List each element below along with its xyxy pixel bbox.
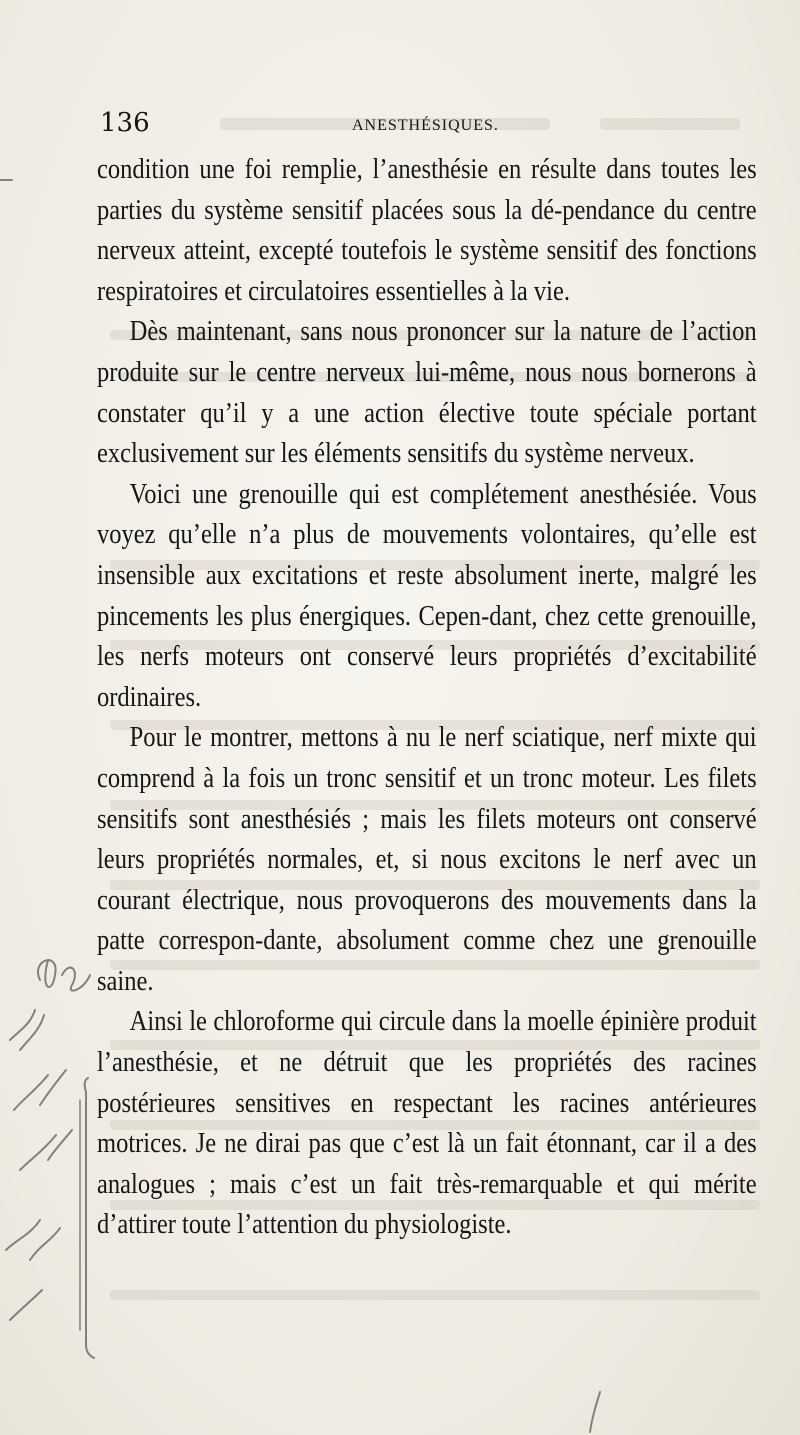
paragraph: Dès maintenant, sans nous prononcer sur la nature de l’action produite sur le centre nerveux lui-même, nous nous bornerons à constater qu’il y a une action élective toute spéciale portant exclusivement sur les éléments sensitifs du système nerveux. <box>97 316 757 470</box>
running-head: ANESTHÉSIQUES. <box>352 117 499 134</box>
handwriting-scribble <box>38 960 56 987</box>
handwriting-scribble <box>10 1010 44 1050</box>
paragraph: Ainsi le chloroforme qui circule dans la moelle épinière produit l’anesthésie, et ne détruit que les propriétés des racines postérieures sensitives en respectant les racines antérieures motrices. Je ne dirai pas que c’est là un fait étonnant, car il a des analogues ; mais c’est un fait très-remarquable et qui mérite d’attirer toute l’attention du physiologiste. <box>97 1006 757 1241</box>
page-header <box>100 108 760 144</box>
paragraph: Pour le montrer, mettons à nu le nerf sciatique, nerf mixte qui comprend à la fois un tronc sensitif et un tronc moteur. Les filets sensitifs sont anesthésiés ; mais les filets moteurs ont conservé leurs propriétés normales, et, si nous excitons le nerf avec un courant électrique, nous provoquerons des mouvements dans la patte correspon-dante, absolument comme chez une grenouille saine. <box>97 722 757 997</box>
body-text <box>97 150 757 1350</box>
pencil-stray-mark <box>590 1392 600 1432</box>
handwriting-scribble <box>14 1070 66 1110</box>
handwriting-scribble <box>6 1220 60 1260</box>
handwriting-scribble <box>10 1290 42 1320</box>
handwriting-scribble <box>62 968 90 991</box>
paragraph: condition une foi remplie, l’anesthésie en résulte dans toutes les parties du système sensitif placées sous la dé-pendance du centre nerveux atteint, excepté toutefois le système sensitif des fonctions respiratoires et circulatoires essentielles à la vie. <box>97 154 757 307</box>
handwriting-scribble <box>20 1130 72 1170</box>
paragraph: Voici une grenouille qui est complétement anesthésiée. Vous voyez qu’elle n’a plus de mouvements volontaires, qu’elle est insensible aux excitations et reste absolument inerte, malgré les pincements les plus énergiques. Cepen-dant, chez cette grenouille, les nerfs moteurs ont conservé leurs propriétés d’excitabilité ordinaires. <box>97 478 757 713</box>
margin-bracket <box>85 1078 94 1358</box>
page-number: 136 <box>100 108 150 138</box>
